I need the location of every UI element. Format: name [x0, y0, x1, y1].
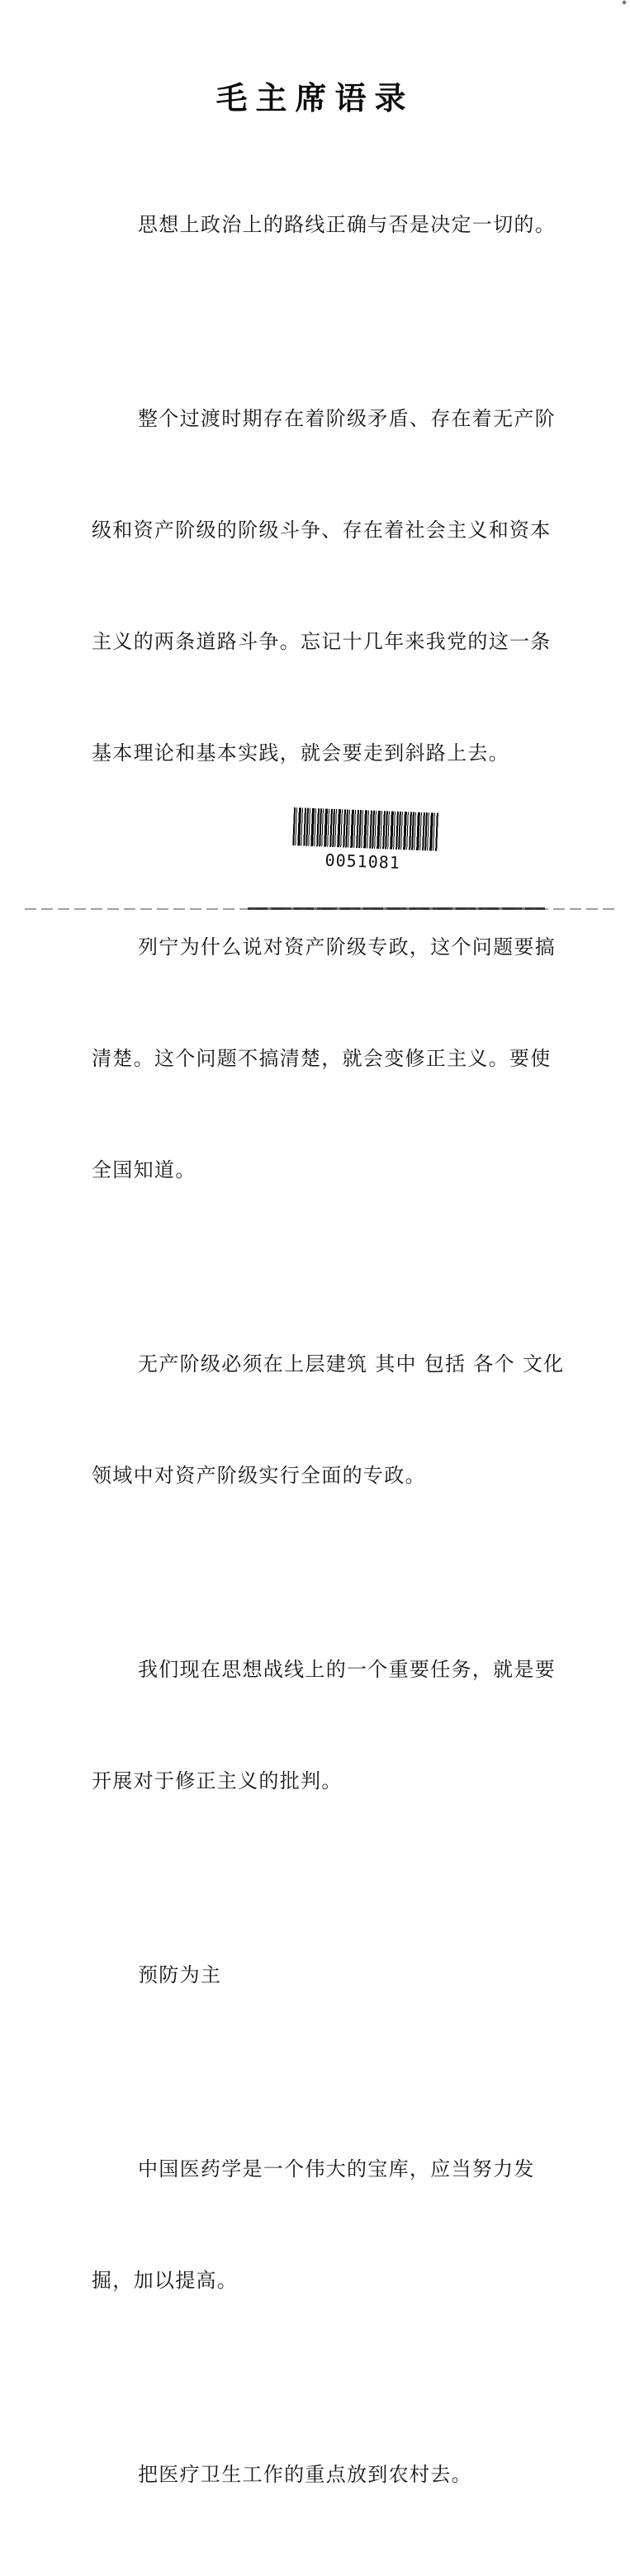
text-line: 中国医药学是一个伟大的宝库，应当努力发 — [138, 2157, 535, 2181]
quote-paragraph-3 — [92, 855, 571, 1263]
quote-paragraph-6 — [92, 1882, 571, 2068]
text-line: 思想上政治上的路线正确与否是决定一切的。 — [138, 213, 556, 236]
quote-paragraph-2 — [92, 326, 571, 846]
quote-paragraph-1 — [92, 132, 571, 318]
quotation-body — [92, 132, 571, 2576]
text-line: 把医疗卫生工作的重点放到农村去。 — [138, 2463, 472, 2486]
quote-paragraph-8 — [92, 2382, 571, 2568]
text-line: 开展对于修正主义的批判。 — [92, 1769, 343, 1792]
scan-bottom-edge-dark — [248, 907, 545, 910]
barcode-icon — [292, 807, 439, 851]
text-line: 清楚。这个问题不搞清楚，就会变修正主义。要使 — [92, 1047, 552, 1070]
quote-paragraph-7 — [92, 2076, 571, 2374]
text-line: 级和资产阶级的阶级斗争、存在着社会主义和资本 — [92, 519, 552, 542]
text-line: 主义的两条道路斗争。忘记十几年来我党的这一条 — [92, 630, 552, 653]
text-line: 预防为主 — [138, 1963, 222, 1986]
quote-paragraph-5 — [92, 1577, 571, 1874]
page-title: 毛主席语录 — [216, 80, 414, 116]
quote-paragraph-4 — [92, 1271, 571, 1569]
barcode-number: 0051081 — [324, 850, 401, 873]
text-line: 全国知道。 — [92, 1158, 197, 1181]
scan-corner-mark — [622, 0, 627, 5]
text-line: 基本理论和基本实践，就会要走到斜路上去。 — [92, 741, 509, 765]
text-line: 领域中对资产阶级实行全面的专政。 — [92, 1464, 426, 1487]
text-line: 我们现在思想战线上的一个重要任务，就是要 — [138, 1658, 556, 1681]
text-line: 无产阶级必须在上层建筑 其中 包括 各个 文化 — [138, 1352, 565, 1376]
text-line: 整个过渡时期存在着阶级矛盾、存在着无产阶 — [138, 407, 556, 430]
text-line: 掘，加以提高。 — [92, 2269, 239, 2292]
text-line: 列宁为什么说对资产阶级专政，这个问题要搞 — [138, 935, 556, 959]
barcode-label — [291, 807, 443, 879]
